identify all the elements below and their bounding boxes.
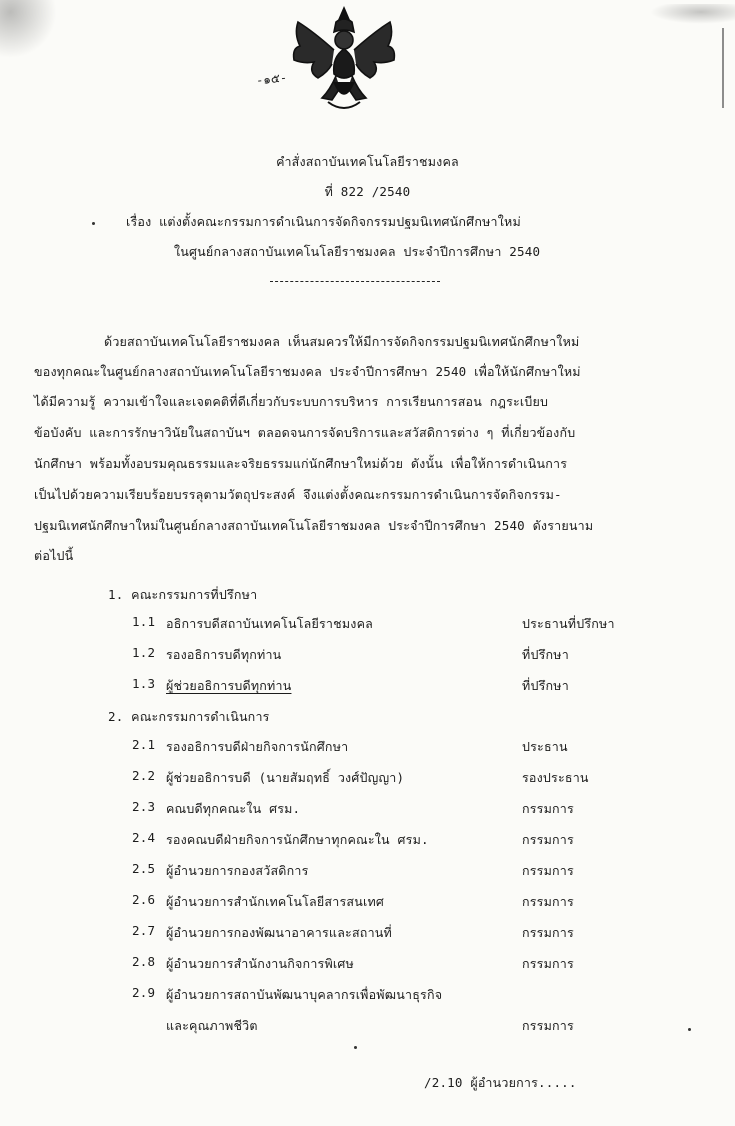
member-name: รองอธิการบดีทุกท่าน	[166, 647, 282, 662]
member-name: คณบดีทุกคณะใน ศรม.	[166, 801, 301, 816]
member-number: 2.1	[132, 737, 156, 752]
body-line-5: นักศึกษา พร้อมทั้งอบรมคุณธรรมและจริยธรรมแก่นักศึกษาใหม่ด้วย ดังนั้น เพื่อให้การดำเนินการ	[34, 456, 568, 471]
member-name: ผู้ช่วยอธิการบดี (นายสัมฤทธิ์ วงศ์ปัญญา)	[166, 770, 405, 785]
member-name: ผู้อำนวยการกองพัฒนาอาคารและสถานที่	[166, 925, 392, 940]
member-number: 1.2	[132, 645, 156, 660]
member-number: 2.5	[132, 861, 156, 876]
member-number: 2.4	[132, 830, 156, 845]
member-role: ประธาน	[522, 739, 568, 754]
member-role: ที่ปรึกษา	[522, 678, 569, 693]
scan-smudge-top-left	[0, 0, 70, 60]
member-role: กรรมการ	[522, 1018, 574, 1033]
body-line-2: ของทุกคณะในศูนย์กลางสถาบันเทคโนโลยีราชมงคล ประจำปีการศึกษา 2540 เพื่อให้นักศึกษาใหม่	[34, 364, 581, 379]
subject-line-2: ในศูนย์กลางสถาบันเทคโนโลยีราชมงคล ประจำปีการศึกษา 2540	[174, 244, 541, 259]
committee-heading: 2. คณะกรรมการดำเนินการ	[108, 709, 270, 724]
member-role: กรรมการ	[522, 801, 574, 816]
member-name: รองอธิการบดีฝ่ายกิจการนักศึกษา	[166, 739, 349, 754]
scan-speck	[688, 1028, 691, 1031]
scan-edge-mark	[722, 28, 724, 108]
member-number: 2.7	[132, 923, 156, 938]
member-name: อธิการบดีสถาบันเทคโนโลยีราชมงคล	[166, 616, 373, 631]
garuda-emblem-icon	[284, 2, 404, 122]
member-number: 2.8	[132, 954, 156, 969]
member-role: กรรมการ	[522, 863, 574, 878]
member-role: กรรมการ	[522, 832, 574, 847]
member-role: กรรมการ	[522, 894, 574, 909]
member-name: ผู้อำนวยการสำนักเทคโนโลยีสารสนเทศ	[166, 894, 385, 909]
committee-heading: 1. คณะกรรมการที่ปรึกษา	[108, 587, 258, 602]
scan-speck	[354, 1046, 357, 1049]
member-name: รองคณบดีฝ่ายกิจการนักศึกษาทุกคณะใน ศรม.	[166, 832, 429, 847]
member-number: 2.2	[132, 768, 156, 783]
body-line-8: ต่อไปนี้	[34, 548, 74, 563]
member-number: 2.9	[132, 985, 156, 1000]
member-number: 2.6	[132, 892, 156, 907]
member-name: ผู้อำนวยการกองสวัสดิการ	[166, 863, 309, 878]
order-title: คำสั่งสถาบันเทคโนโลยีราชมงคล	[276, 154, 459, 169]
body-line-4: ข้อบังคับ และการรักษาวินัยในสถาบันฯ ตลอดจนการจัดบริการและสวัสดิการต่าง ๆ ที่เกี่ยวข้องกับ	[34, 425, 576, 440]
member-role: ที่ปรึกษา	[522, 647, 569, 662]
member-number: 2.3	[132, 799, 156, 814]
member-role: ประธานที่ปรึกษา	[522, 616, 615, 631]
body-line-7: ปฐมนิเทศนักศึกษาใหม่ในศูนย์กลางสถาบันเทคโนโลยีราชมงคล ประจำปีการศึกษา 2540 ดังรายนาม	[34, 518, 594, 533]
body-line-6: เป็นไปด้วยความเรียบร้อยบรรลุตามวัตถุประสงค์ จึงแต่งตั้งคณะกรรมการดำเนินการจัดกิจกรรม-	[34, 487, 562, 502]
scan-smudge-top-right	[650, 4, 735, 24]
bullet-mark	[92, 222, 95, 225]
order-number: ที่ 822 /2540	[324, 184, 411, 199]
member-name: ผู้อำนวยการสถาบันพัฒนาบุคลากรเพื่อพัฒนาธุรกิจ	[166, 987, 443, 1002]
member-role: กรรมการ	[522, 956, 574, 971]
subject-line-1: เรื่อง แต่งตั้งคณะกรรมการดำเนินการจัดกิจกรรมปฐมนิเทศนักศึกษาใหม่	[126, 214, 521, 229]
member-role: รองประธาน	[522, 770, 589, 785]
body-line-3: ได้มีความรู้ ความเข้าใจและเจตคติที่ดีเกี่ยวกับระบบการบริหาร การเรียนการสอน กฎระเบียบ	[34, 394, 549, 409]
member-number: 1.1	[132, 614, 156, 629]
body-line-1: ด้วยสถาบันเทคโนโลยีราชมงคล เห็นสมควรให้มีการจัดกิจกรรมปฐมนิเทศนักศึกษาใหม่	[104, 334, 580, 349]
member-number: 1.3	[132, 676, 156, 691]
member-name: ผู้ช่วยอธิการบดีทุกท่าน	[166, 678, 292, 693]
page-number: -๑๕-	[255, 70, 288, 88]
member-name: ผู้อำนวยการสำนักงานกิจการพิเศษ	[166, 956, 354, 971]
title-divider	[270, 281, 440, 282]
continuation-note: /2.10 ผู้อำนวยการ.....	[424, 1075, 577, 1090]
member-name-continued: และคุณภาพชีวิต	[166, 1018, 258, 1033]
member-role: กรรมการ	[522, 925, 574, 940]
